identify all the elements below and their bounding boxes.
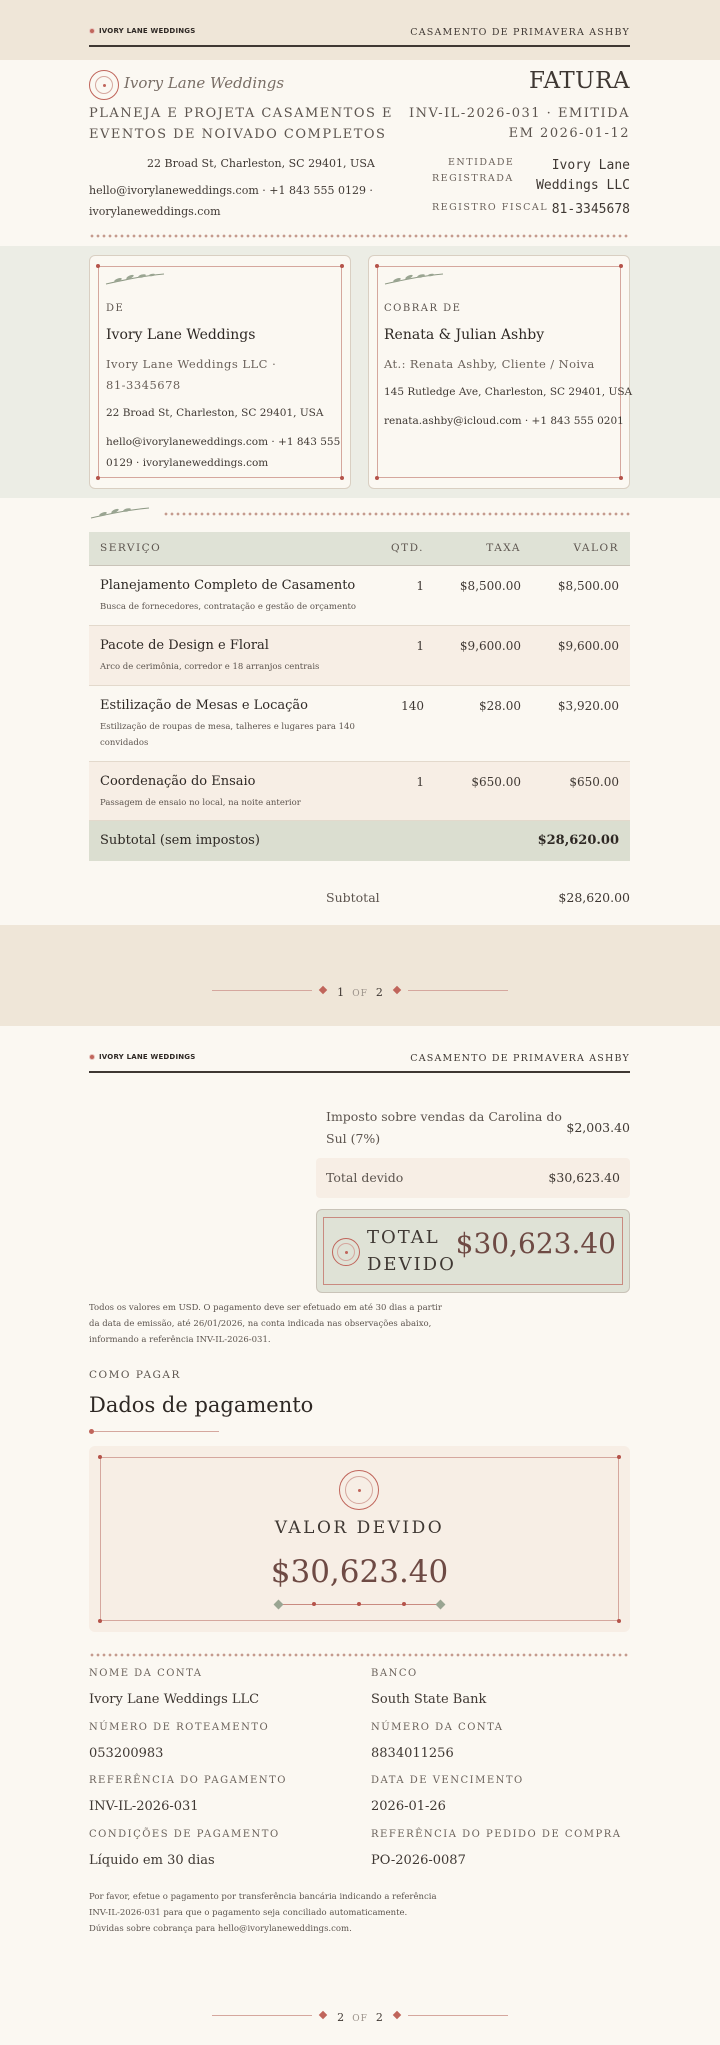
- brand-mark: [89, 1053, 196, 1061]
- notes-line-1: Todos os valores em USD. O pagamento deve ser efetuado em até 30 dias a partir: [89, 1303, 442, 1313]
- row-amount: $9,600.00: [557, 639, 619, 653]
- field-value: South State Bank: [371, 1692, 487, 1707]
- payment-footer-3: Dúvidas sobre cobrança para hello@ivorylaneweddings.com.: [89, 1924, 352, 1934]
- total-box: [316, 1209, 630, 1293]
- from-contact-1: hello@ivorylaneweddings.com · +1 843 555: [106, 436, 341, 448]
- pager-line: [408, 990, 508, 991]
- pager-diamond-icon: [393, 986, 401, 994]
- leaf-sprig-icon: [383, 272, 445, 286]
- total-due-row: [316, 1158, 630, 1198]
- summary-subtotal-value: $28,620.00: [558, 890, 630, 905]
- bill-to-attn: At.: Renata Ashby, Cliente / Noiva: [384, 357, 595, 371]
- amount-due-label: VALOR DEVIDO: [274, 1518, 445, 1538]
- corner-ornament-icon: [96, 476, 100, 480]
- corner-ornament-icon: [617, 1455, 621, 1459]
- corner-ornament-icon: [375, 264, 379, 268]
- row-description: Busca de fornecedores, contratação e gestão de orçamento: [100, 602, 357, 612]
- pager-total: 2: [375, 986, 383, 999]
- row-description: Arco de cerimônia, corredor e 18 arranjos centrais: [100, 662, 320, 672]
- pager-of: OF: [352, 989, 368, 999]
- page-indicator: [0, 981, 720, 1001]
- field-label: REFERÊNCIA DO PEDIDO DE COMPRA: [371, 1829, 622, 1840]
- corner-ornament-icon: [98, 1619, 102, 1623]
- brand-name: IVORY LANE WEDDINGS: [99, 1053, 196, 1061]
- field-label: DATA DE VENCIMENTO: [371, 1775, 524, 1786]
- page-header: [89, 27, 630, 47]
- event-name: CASAMENTO DE PRIMAVERA ASHBY: [410, 1053, 630, 1064]
- corner-ornament-icon: [96, 264, 100, 268]
- field-value: PO-2026-0087: [371, 1853, 466, 1868]
- field-label: BANCO: [371, 1668, 418, 1679]
- field-value: 8834011256: [371, 1746, 454, 1761]
- table-row: [89, 566, 630, 626]
- row-service: Pacote de Design e Floral: [100, 638, 269, 653]
- invoice-page-2: [0, 1026, 720, 2045]
- entity-value-1: Ivory Lane: [551, 158, 630, 173]
- leaf-sprig-icon: [89, 506, 151, 520]
- tax-id-value: 81-3345678: [551, 202, 630, 217]
- row-qty: 1: [416, 639, 424, 653]
- page-indicator: [0, 2006, 720, 2026]
- field-label: CONDIÇÕES DE PAGAMENTO: [89, 1829, 280, 1840]
- summary-subtotal-label: Subtotal: [326, 890, 380, 905]
- row-amount: $650.00: [569, 775, 619, 789]
- company-tagline-2: EVENTOS DE NOIVADO COMPLETOS: [89, 127, 387, 142]
- pager-of: OF: [352, 2014, 368, 2024]
- row-rate: $650.00: [471, 775, 521, 789]
- table-row: [89, 626, 630, 686]
- seal-icon: [332, 1238, 360, 1266]
- dotted-divider: [89, 234, 630, 238]
- entity-label-1: ENTIDADE: [448, 157, 515, 168]
- row-service: Coordenação do Ensaio: [100, 774, 256, 789]
- invoice-page-1: [0, 0, 720, 1018]
- ornament-dot-icon: [402, 1602, 406, 1606]
- event-name: CASAMENTO DE PRIMAVERA ASHBY: [410, 27, 630, 38]
- tax-value: $2,003.40: [566, 1120, 630, 1135]
- row-service: Planejamento Completo de Casamento: [100, 578, 356, 593]
- company-contact-1: hello@ivorylaneweddings.com · +1 843 555 0129 ·: [89, 184, 373, 197]
- notes-line-2: da data de emissão, até 26/01/2026, na conta indicada nas observações abaixo,: [89, 1319, 432, 1329]
- dotted-divider: [163, 512, 630, 516]
- field-value: Líquido em 30 dias: [89, 1853, 215, 1868]
- page-header: [89, 1053, 630, 1073]
- payment-footer-1: Por favor, efetue o pagamento por transferência bancária indicando a referência: [89, 1892, 437, 1902]
- table-row: [89, 686, 630, 762]
- bill-to-contact: renata.ashby@icloud.com · +1 843 555 0201: [384, 415, 624, 427]
- field-label: NÚMERO DA CONTA: [371, 1722, 504, 1733]
- corner-ornament-icon: [98, 1455, 102, 1459]
- row-rate: $9,600.00: [459, 639, 521, 653]
- entity-label-2: REGISTRADA: [432, 173, 514, 184]
- invoice-number-1: INV-IL-2026-031 · EMITIDA: [409, 106, 630, 121]
- ornament-dot-icon: [357, 1602, 361, 1606]
- from-label: DE: [106, 303, 125, 314]
- pager-current: 1: [337, 986, 345, 999]
- total-label-2: DEVIDO: [367, 1254, 456, 1275]
- pager-diamond-icon: [393, 2011, 401, 2019]
- payment-title: Dados de pagamento: [89, 1393, 314, 1417]
- pager-line: [408, 2015, 508, 2016]
- payment-footer-2: INV-IL-2026-031 para que o pagamento seja conciliado automaticamente.: [89, 1908, 408, 1918]
- ornament-dot-icon: [312, 1602, 316, 1606]
- bill-to-name: Renata & Julian Ashby: [384, 327, 545, 343]
- field-value: Ivory Lane Weddings LLC: [89, 1692, 260, 1707]
- tax-label-2: Sul (7%): [326, 1131, 381, 1146]
- tax-label-1: Imposto sobre vendas da Carolina do: [326, 1109, 562, 1124]
- pager-total: 2: [375, 2011, 383, 2024]
- row-amount: $3,920.00: [557, 699, 619, 713]
- company-address: 22 Broad St, Charleston, SC 29401, USA: [147, 157, 375, 170]
- col-qty: QTD.: [391, 542, 424, 554]
- bill-to-address: 145 Rutledge Ave, Charleston, SC 29401, USA: [384, 386, 633, 398]
- pager-diamond-icon: [319, 2011, 327, 2019]
- leaf-sprig-icon: [104, 272, 166, 286]
- tax-id-label: REGISTRO FISCAL: [432, 202, 549, 213]
- row-rate: $8,500.00: [459, 579, 521, 593]
- row-service: Estilização de Mesas e Locação: [100, 698, 308, 713]
- row-qty: 1: [416, 579, 424, 593]
- from-name: Ivory Lane Weddings: [106, 327, 256, 343]
- title-underline: [89, 1431, 219, 1432]
- company-tagline-1: PLANEJA E PROJETA CASAMENTOS E: [89, 106, 394, 121]
- pager-line: [212, 2015, 312, 2016]
- entity-value-2: Weddings LLC: [536, 178, 630, 193]
- brand-dot-icon: [89, 1054, 95, 1060]
- total-value: $30,623.40: [455, 1227, 616, 1260]
- field-label: NOME DA CONTA: [89, 1668, 203, 1679]
- page-footer-band: [0, 925, 720, 1018]
- row-rate: $28.00: [479, 699, 521, 713]
- brand-dot-icon: [89, 28, 95, 34]
- from-card: [89, 255, 351, 489]
- title-underline-dot-icon: [89, 1429, 94, 1434]
- row-description-2: convidados: [100, 738, 149, 748]
- row-qty: 140: [401, 699, 424, 713]
- table-header: [89, 532, 630, 566]
- amount-due-value: $30,623.40: [270, 1554, 449, 1590]
- field-value: 2026-01-26: [371, 1799, 446, 1814]
- corner-ornament-icon: [619, 264, 623, 268]
- amount-due-panel: [89, 1446, 630, 1632]
- field-value: 053200983: [89, 1746, 164, 1761]
- payment-eyebrow: COMO PAGAR: [89, 1369, 181, 1381]
- row-qty: 1: [416, 775, 424, 789]
- brand-mark: [89, 27, 196, 35]
- corner-ornament-icon: [617, 1619, 621, 1623]
- pager-diamond-icon: [319, 986, 327, 994]
- company-logo-name: Ivory Lane Weddings: [124, 74, 285, 92]
- table-row: [89, 762, 630, 821]
- from-address: 22 Broad St, Charleston, SC 29401, USA: [106, 407, 324, 419]
- field-label: REFERÊNCIA DO PAGAMENTO: [89, 1775, 287, 1786]
- table-subtotal-row: [89, 821, 630, 861]
- total-label-1: TOTAL: [367, 1227, 440, 1248]
- corner-ornament-icon: [619, 476, 623, 480]
- subtotal-label: Subtotal (sem impostos): [100, 833, 260, 848]
- corner-ornament-icon: [375, 476, 379, 480]
- row-description: Passagem de ensaio no local, na noite anterior: [100, 798, 301, 808]
- seal-icon: [339, 1470, 379, 1510]
- pager-current: 2: [337, 2011, 345, 2024]
- row-amount: $8,500.00: [557, 579, 619, 593]
- bill-to-label: COBRAR DE: [384, 303, 462, 314]
- dotted-divider: [89, 1653, 630, 1657]
- pager-line: [212, 990, 312, 991]
- bill-to-card-frame: [377, 266, 621, 478]
- bill-to-card: [368, 255, 633, 489]
- subtotal-value: $28,620.00: [537, 833, 619, 848]
- brand-name: IVORY LANE WEDDINGS: [99, 27, 196, 35]
- from-contact-2: 0129 · ivorylaneweddings.com: [106, 457, 269, 469]
- field-value: INV-IL-2026-031: [89, 1799, 199, 1814]
- col-service: SERVIÇO: [100, 542, 162, 554]
- col-rate: TAXA: [486, 542, 521, 554]
- from-legal-2: 81-3345678: [106, 378, 181, 392]
- notes-line-3: informando a referência INV-IL-2026-031.: [89, 1335, 271, 1345]
- corner-ornament-icon: [340, 264, 344, 268]
- col-amount: VALOR: [573, 542, 619, 554]
- row-description: Estilização de roupas de mesa, talheres e lugares para 140: [100, 722, 355, 732]
- invoice-title: FATURA: [529, 68, 630, 94]
- from-legal-1: Ivory Lane Weddings LLC ·: [106, 357, 277, 371]
- invoice-number-2: EM 2026-01-12: [508, 126, 630, 141]
- company-contact-2: ivorylaneweddings.com: [89, 205, 221, 218]
- corner-ornament-icon: [340, 476, 344, 480]
- logo-dot-icon: [103, 84, 106, 87]
- total-due-label: Total devido: [326, 1170, 404, 1185]
- seal-dot-icon: [345, 1251, 348, 1254]
- seal-dot-icon: [358, 1489, 361, 1492]
- company-logo: [89, 70, 119, 100]
- field-label: NÚMERO DE ROTEAMENTO: [89, 1722, 270, 1733]
- total-due-value: $30,623.40: [548, 1170, 620, 1185]
